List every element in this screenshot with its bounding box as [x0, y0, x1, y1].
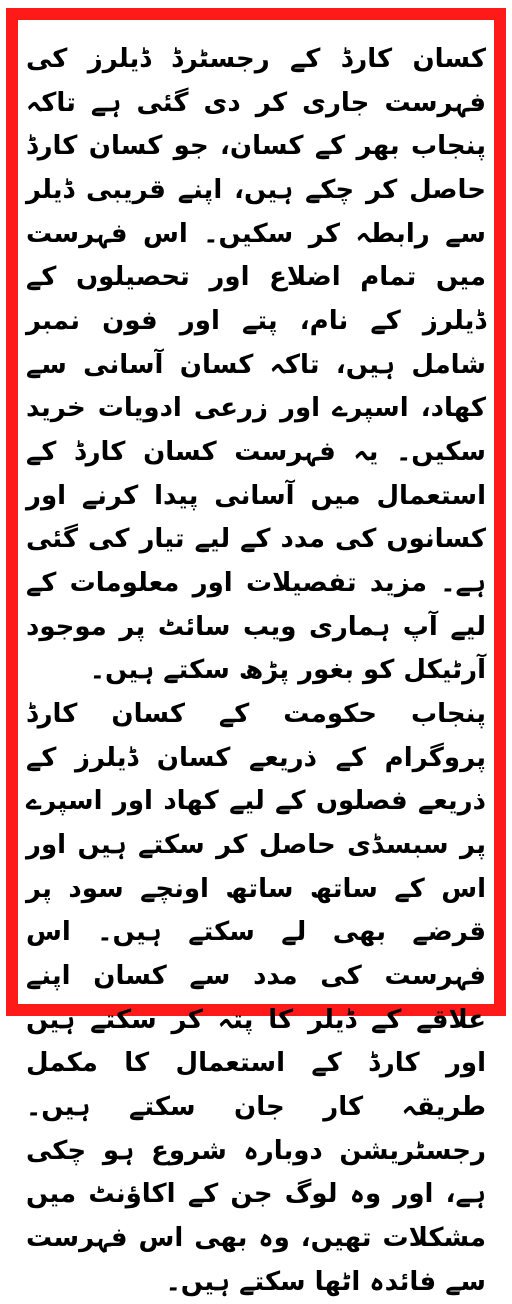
article-body: [26, 38, 486, 1304]
article-paragraph-1: کسان کارڈ کے رجسٹرڈ ڈیلرز کی فہرست جاری کر دی گئی ہے تاکہ پنجاب بھر کے کسان، جو کسان کارڈ حاصل کر چکے ہیں، اپنے قریبی ڈیلر سے رابطہ کر سکیں۔ اس فہرست میں تمام اضلاع اور تحصیلوں کے ڈیلرز کے نام، پتے اور فون نمبر شامل ہیں، تاکہ کسان آسانی سے کھاد، اسپرے اور زرعی ادویات خرید سکیں۔ یہ فہرست کسان کارڈ کے استعمال میں آسانی پیدا کرنے اور کسانوں کی مدد کے لیے تیار کی گئی ہے۔ مزید تفصیلات اور معلومات کے لیے آپ ہماری ویب سائٹ پر موجود آرٹیکل کو بغور پڑھ سکتے ہیں۔: [26, 44, 486, 686]
article-paragraph-2: پنجاب حکومت کے کسان کارڈ پروگرام کے ذریعے کسان ڈیلرز کے ذریعے فصلوں کے لیے کھاد اور اسپرے پر سبسڈی حاصل کر سکتے ہیں اور اس کے ساتھ ساتھ اونچے سود پر قرضے بھی لے سکتے ہیں۔ اس فہرست کی مدد سے کسان اپنے علاقے کے ڈیلر کا پتہ کر سکتے ہیں اور کارڈ کے استعمال کا مکمل طریقہ کار جان سکتے ہیں۔ رجسٹریشن دوبارہ شروع ہو چکی ہے، اور وہ لوگ جن کے اکاؤنٹ میں مشکلات تھیں، وہ بھی اس فہرست سے فائدہ اٹھا سکتے ہیں۔: [26, 699, 486, 1297]
